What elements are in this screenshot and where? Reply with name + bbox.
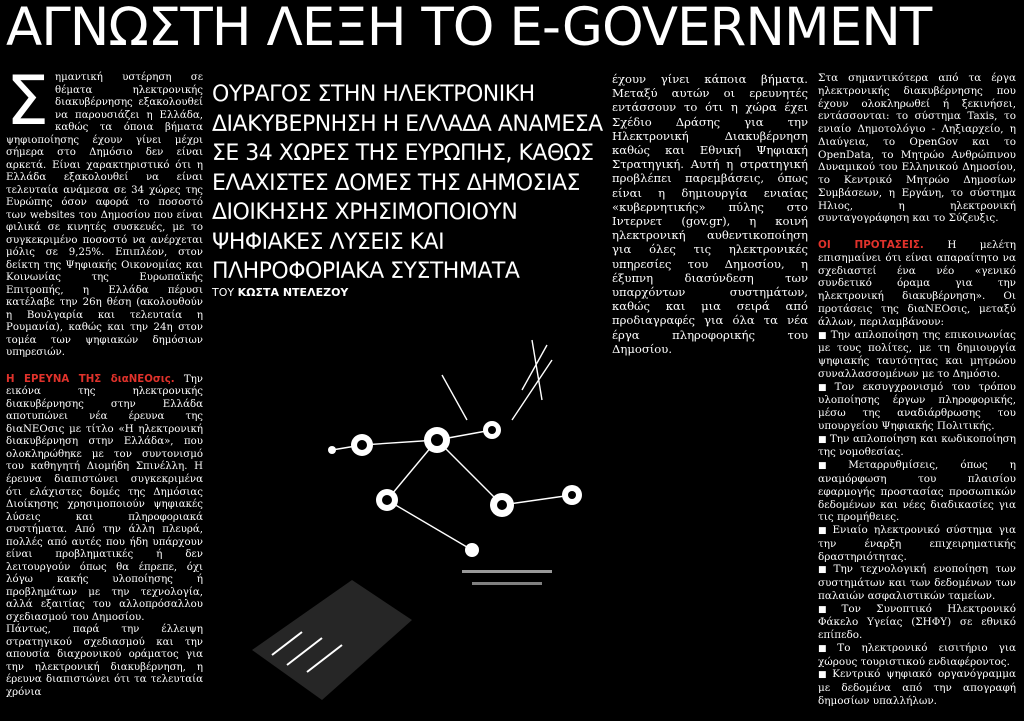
projects-paragraph: Στα σημαντικότερα από τα έργα ηλεκτρονικής διακυβέρνησης που έχουν ολοκληρωθεί ή ξεκινήσει, εντάσσονται: το σύστημα Taxis, το ενιαίο Δημοτολόγιο - Ληξιαρχείο, η Διαύγεια, το OpenGov και το OpenData, το Μητρώο Ανθρώπινου Δυναμικού του Ελληνικού Δημοσίου, το Κεντρικό Μητρώο Δημοσίων Συμβάσεων, η Εργάνη, το σύστημα Ηλιος, η ηλεκτρονική συνταγογράφηση και το Σύζευξις. (818, 72, 1016, 225)
research-paragraph-2: Πάντως, παρά την έλλειψη στρατηγικού σχεδιασμού και την απουσία διαχρονικού οράματος για την ηλεκτρονική διακυβέρνηση, η έρευνα διαπιστώνει ότι τα τελευταία χρόνια (6, 624, 203, 698)
article-deck: ΟΥΡΑΓΟΣ ΣΤΗΝ ΗΛΕΚΤΡΟΝΙΚΗ ΔΙΑΚΥΒΕΡΝΗΣΗ Η ΕΛΛΑΔΑ ΑΝΑΜΕΣΑ ΣΕ 34 ΧΩΡΕΣ ΤΗΣ ΕΥΡΩΠΗΣ, ΚΑΘΩΣ ΕΛΑΧΙΣΤΕΣ ΔΟΜΕΣ ΤΗΣ ΔΗΜΟΣΙΑΣ ΔΙΟΙΚΗΣΗΣ ΧΡΗΣΙΜΟΠΟΙΟΥΝ ΨΗΦΙΑΚΕΣ ΛΥΣΕΙΣ ΚΑΙ ΠΛΗΡΟΦΟΡΙΑΚΑ ΣΥΣΤΗΜΑΤΑ (212, 82, 603, 284)
list-item: ■ Τον Συνοπτικό Ηλεκτρονικό Φάκελο Υγείας (ΣΗΦΥ) σε εθνικό επίπεδο. (818, 602, 1016, 642)
author-name: ΚΩΣΤΑ ΝΤΕΛΕΖΟΥ (237, 286, 349, 299)
proposals-list (818, 329, 1016, 708)
proposals-paragraph: ΟΙ ΠΡΟΤΑΣΕΙΣ. Η μελέτη επισημαίνει ότι είναι απαραίτητο να σχεδιαστεί ένα νέο «γενικό συνδετικό όραμα για την ηλεκτρονική διακυβέρνηση». Οι προτάσεις της διαΝΕΟσις, μεταξύ άλλων, περιλαμβάνουν: (818, 239, 1016, 328)
article-column-3 (612, 72, 808, 356)
page-title: ΑΓΝΩΣΤΗ ΛΕΞΗ ΤΟ E-GOVERNMENT (6, 0, 932, 58)
dropcap: Σ (6, 62, 49, 141)
byline: ΤΟΥ ΚΩΣΤΑ ΝΤΕΛΕΖΟΥ (212, 286, 349, 299)
list-item: ■ Ενιαίο ηλεκτρονικό σύστημα για την έναρξη επιχειρηματικής δραστηριότητας. (818, 524, 1016, 563)
list-item: ■ Τον εκσυγχρονισμό του τρόπου υλοποίησης έργων πληροφορικής, μέσω της αναδιάρθρωσης του υπουργείου Ψηφιακής Πολιτικής. (818, 380, 1016, 432)
network-illustration (212, 320, 608, 718)
research-paragraph: Η ΕΡΕΥΝΑ ΤΗΣ διαΝΕΟσις. Την εικόνα της ηλεκτρονικής διακυβέρνησης στην Ελλάδα αποτυπώνει νέα έρευνα της διαΝΕΟσις με τίτλο «Η ηλεκτρονική διακυβέρνηση στην Ελλάδα», που ολοκληρώθηκε με τον συντονισμό του καθηγητή Διομήδη Σπινέλλη. Η έρευνα διαπιστώνει συγκεκριμένα ότι ελάχιστες δομές της Δημόσιας Διοίκησης χρησιμοποιούν ψηφιακές λύσεις και πληροφοριακά συστήματα. Από την άλλη πλευρά, πολλές από αυτές που ήδη υπάρχουν είναι προβληματικές ή δεν λειτουργούν όπως θα έπρεπε, όχι λόγω κακής υλοποίησης ή προβλημάτων με την τεχνολογία, αλλά εξαιτίας του αλλοπρόσαλλου σχεδιασμού του Δημοσίου. (6, 373, 203, 623)
intro-paragraph: ημαντική υστέρηση σε θέματα ηλεκτρονικής διακυβέρνησης εξακολουθεί να παρουσιάζει η Ελλάδα, καθώς τα όποια βήματα ψηφιοποίησης έχουν γίνει μέχρι σήμερα στο Δημόσιο δεν είναι αρκετά. Είναι χαρακτηριστικό ότι η Ελλάδα εξακολουθεί να είναι τελευταία ανάμεσα σε 34 χώρες της Ευρώπης όσον αφορά το ποσοστό των websites του Δημοσίου που είναι φιλικά σε κινητές συσκευές, με το συγκεκριμένο ποσοστό να ανέρχεται μόλις σε 9,25%. Επιπλέον, στον δείκτη της Ψηφιακής Οικονομίας και Κοινωνίας της Ευρωπαϊκής Επιτροπής, η Ελλάδα πέρυσι κατέλαβε την 26η θέση (ακολουθούν η Βουλγαρία και τελευταία η Ρουμανία), καθώς και την 24η στον τομέα των ψηφιακών δημόσιων υπηρεσιών. (6, 72, 203, 359)
article-column-1 (6, 62, 203, 699)
list-item: ■ Το ηλεκτρονικό εισιτήριο για χώρους τουριστικού ενδιαφέροντος. (818, 641, 1016, 668)
list-item: ■ Κεντρικό ψηφιακό οργανόγραμμα με δεδομένα από την απογραφή δημοσίων υπαλλήλων. (818, 668, 1016, 707)
list-item: ■ Μεταρρυθμίσεις, όπως η αναμόρφωση του πλαισίου εφαρμογής προστασίας προσωπικών δεδομένων και νέες διαδικασίες για τις προμήθειες. (818, 459, 1016, 524)
strategy-paragraph: έχουν γίνει κάποια βήματα. Μεταξύ αυτών οι ερευνητές εντάσσουν το ότι η χώρα έχει Σχέδιο Δράσης για την Ηλεκτρονική Διακυβέρνηση καθώς και Εθνική Ψηφιακή Στρατηγική. Αυτή η στρατηγική προβλέπει παρεμβάσεις, όπως είναι η δημιουργία ενιαίας «κυβερνητικής» πύλης στο Ιντερνετ (gov.gr), η κοινή ηλεκτρονική αυθεντικοποίηση για όλες τις ηλεκτρονικές υπηρεσίες του Δημοσίου, η έξυπνη διασύνδεση των υπαρχόντων συστημάτων, καθώς και μια σειρά από προδιαγραφές για όλα τα νέα έργα πληροφορικής του Δημοσίου. (612, 72, 808, 356)
list-item: ■ Την απλοποίηση και κωδικοποίηση της νομοθεσίας. (818, 432, 1016, 459)
list-item: ■ Την τεχνολογική ενοποίηση των συστημάτων και των δεδομένων των παλαιών ασφαλιστικών ταμείων. (818, 563, 1016, 602)
proposals-subhead: ΟΙ ΠΡΟΤΑΣΕΙΣ. (818, 239, 924, 252)
list-item: ■ Την απλοποίηση της επικοινωνίας με τους πολίτες, με τη δημιουργία ψηφιακής ταυτότητας και μητρώου συναλλασσομένων με το Δημόσιο. (818, 328, 1016, 380)
article-column-4 (818, 72, 1016, 708)
research-subhead: Η ΕΡΕΥΝΑ ΤΗΣ διαΝΕΟσις. (6, 373, 175, 385)
network-node-icons (328, 421, 582, 557)
